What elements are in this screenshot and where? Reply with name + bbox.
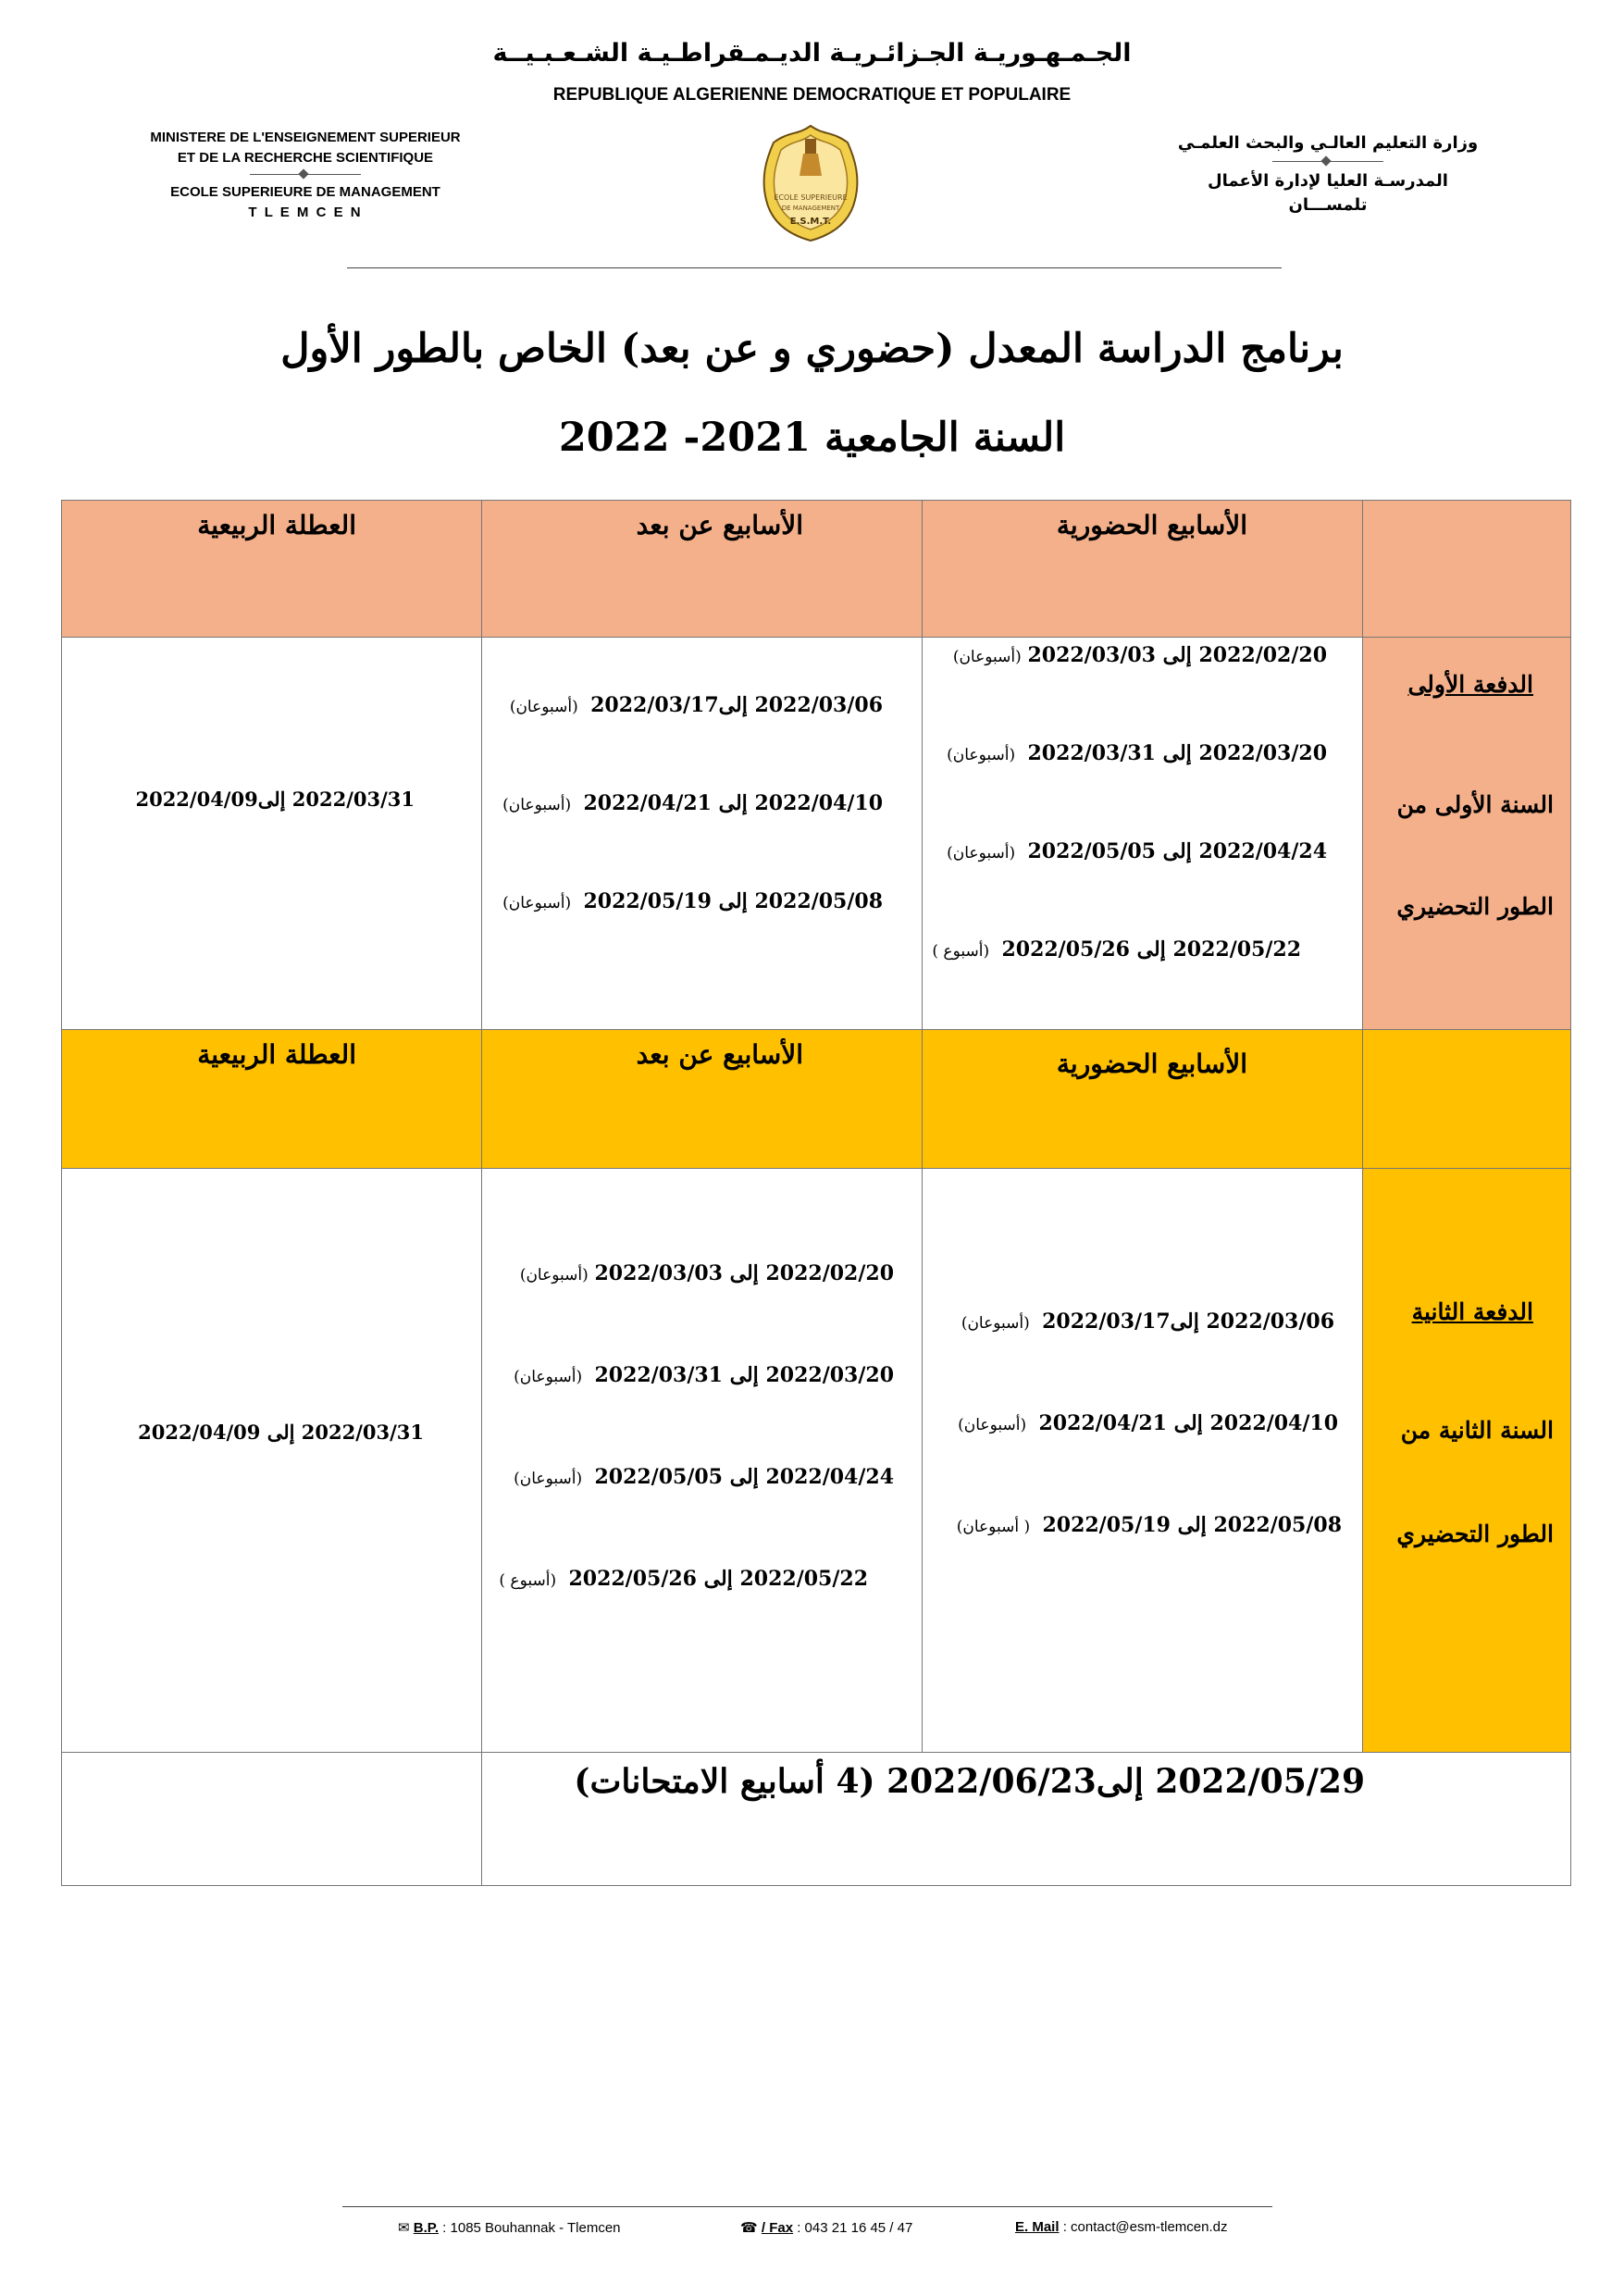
s2-remote-dates: 2022/05/22 إلى 2022/05/26 xyxy=(568,1567,868,1591)
s2-remote-header-cell xyxy=(481,1029,923,1169)
s2-holiday-dates: 2022/03/31 إلى 2022/04/09 xyxy=(138,1421,424,1444)
s1-remote-dates: 2022/05/08 إلى 2022/05/19 xyxy=(583,889,883,913)
school-fr-line1: ECOLE SUPERIEURE DE MANAGEMENT xyxy=(170,184,440,200)
s2-presential-row xyxy=(961,1309,1334,1334)
s2-remote-note: (أسبوعان) xyxy=(519,1266,589,1285)
s1-remote-row xyxy=(510,693,883,717)
bp-value: : 1085 Bouhannak - Tlemcen xyxy=(442,2220,621,2236)
ministry-ar: وزارة التعليم العالـي والبحث العلمـي xyxy=(1177,133,1479,153)
s1-remote-row xyxy=(502,791,883,815)
phone-icon: ☎ xyxy=(740,2220,758,2236)
divider xyxy=(1272,161,1383,162)
s1-remote-dates: 2022/04/10 إلى 2022/04/21 xyxy=(583,791,883,815)
school-ar-line1: المدرسـة العليا لإدارة الأعمال xyxy=(1208,171,1448,191)
mail-label: E. Mail xyxy=(1015,2219,1060,2235)
exam-cell xyxy=(481,1752,1571,1886)
s2-presential-header: الأسابيع الحضورية xyxy=(1056,1049,1247,1079)
s2-presential-header-cell xyxy=(922,1029,1363,1169)
s2-remote-dates: 2022/02/20 إلى 2022/03/03 xyxy=(594,1261,894,1285)
s2-year-label: السنة الثانية من xyxy=(1400,1417,1554,1444)
s2-remote-cell xyxy=(481,1168,923,1753)
s1-holiday-dates: 2022/03/31 إلى2022/04/09 xyxy=(135,788,415,811)
s2-holiday-cell xyxy=(61,1168,482,1753)
s1-remote-header: الأسابيع عن بعد xyxy=(636,510,803,540)
s1-presential-row xyxy=(947,839,1327,863)
s1-remote-cell xyxy=(481,637,923,1030)
s1-label-cell xyxy=(1362,637,1571,1030)
ministry-arabic-block xyxy=(1129,131,1527,217)
s2-batch-label: الدفعة الثانية xyxy=(1411,1298,1533,1325)
s2-remote-dates: 2022/04/24 إلى 2022/05/05 xyxy=(594,1465,894,1489)
s2-remote-row xyxy=(514,1465,894,1489)
s1-presential-header: الأسابيع الحضورية xyxy=(1056,510,1247,540)
s1-remote-header-cell xyxy=(481,500,923,638)
s1-presential-note: (أسبوعان) xyxy=(952,648,1022,666)
s2-label-cell xyxy=(1362,1168,1571,1753)
s1-remote-row xyxy=(502,889,883,913)
school-ar-line2: تلمســـان xyxy=(1288,195,1368,215)
logo-text: E.S.M.T. xyxy=(789,217,832,227)
s2-presential-cell xyxy=(922,1168,1363,1753)
ministry-fr-line1: MINISTERE DE L'ENSEIGNEMENT SUPERIEUR xyxy=(150,130,461,145)
republic-french: REPUBLIQUE ALGERIENNE DEMOCRATIQUE ET POPULAIRE xyxy=(552,85,1072,105)
s1-batch-label: الدفعة الأولى xyxy=(1407,671,1533,698)
divider xyxy=(250,174,361,175)
s1-cycle-label: الطور التحضيري xyxy=(1396,893,1554,920)
s1-remote-note: (أسبوعان) xyxy=(502,894,572,912)
s2-presential-row xyxy=(958,1411,1338,1435)
exam-empty-cell xyxy=(61,1752,482,1886)
mailbox-icon: ✉ xyxy=(398,2220,410,2236)
s1-presential-row xyxy=(947,741,1327,765)
s2-presential-dates: 2022/05/08 إلى 2022/05/19 xyxy=(1042,1513,1342,1537)
school-logo xyxy=(759,122,862,242)
footer-fax xyxy=(740,2219,912,2236)
s1-presential-dates: 2022/02/20 إلى 2022/03/03 xyxy=(1027,643,1327,667)
bp-label: B.P. xyxy=(413,2220,439,2236)
svg-text:DE MANAGEMENT: DE MANAGEMENT xyxy=(781,205,840,212)
s2-holiday-header: العطلة الربيعية xyxy=(197,1039,356,1070)
svg-text:ECOLE SUPERIEURE: ECOLE SUPERIEURE xyxy=(774,193,848,202)
schedule-table xyxy=(61,500,1571,1886)
fax-value: : 043 21 16 45 / 47 xyxy=(797,2220,913,2236)
ministry-french-block xyxy=(130,128,481,223)
exam-period: 2022/05/29 إلى2022/06/23 (4 أسابيع الامتحانات) xyxy=(574,1762,1365,1801)
s1-remote-dates: 2022/03/06 إلى2022/03/17 xyxy=(590,693,883,717)
footer-rule xyxy=(342,2206,1272,2207)
s1-presential-dates: 2022/04/24 إلى 2022/05/05 xyxy=(1027,839,1327,863)
s2-corner-cell xyxy=(1362,1029,1571,1169)
s2-presential-dates: 2022/04/10 إلى 2022/04/21 xyxy=(1038,1411,1338,1435)
s2-remote-header: الأسابيع عن بعد xyxy=(636,1039,803,1070)
fax-label: / Fax xyxy=(761,2220,794,2236)
s2-remote-note: (أسبوع ) xyxy=(499,1571,557,1590)
mail-value[interactable]: : contact@esm-tlemcen.dz xyxy=(1062,2219,1228,2235)
school-fr-line2: T L E M C E N xyxy=(248,205,363,220)
footer-email xyxy=(1015,2219,1227,2235)
s2-presential-note: ( أسبوعان) xyxy=(956,1518,1031,1536)
s1-presential-dates: 2022/03/20 إلى 2022/03/31 xyxy=(1027,741,1327,765)
s1-year-label: السنة الأولى من xyxy=(1396,791,1554,818)
page-title: برنامج الدراسة المعدل (حضوري و عن بعد) الخاص بالطور الأول xyxy=(280,326,1344,372)
footer-address xyxy=(398,2219,621,2236)
s2-cycle-label: الطور التحضيري xyxy=(1396,1520,1554,1547)
s2-remote-note: (أسبوعان) xyxy=(514,1470,583,1488)
s2-holiday-header-cell xyxy=(61,1029,482,1169)
s1-presential-row xyxy=(932,937,1301,962)
s2-presential-note: (أسبوعان) xyxy=(961,1314,1030,1333)
s1-corner-cell xyxy=(1362,500,1571,638)
s2-remote-row xyxy=(499,1567,868,1591)
s2-remote-dates: 2022/03/20 إلى 2022/03/31 xyxy=(594,1363,894,1387)
s2-remote-row xyxy=(514,1363,894,1387)
ministry-fr-line2: ET DE LA RECHERCHE SCIENTIFIQUE xyxy=(177,150,434,166)
header-rule xyxy=(347,267,1282,268)
republic-arabic: الجـمـهـوريـة الجـزائـريـة الديـمـقراطـيـة الشـعـبـيــة xyxy=(492,39,1132,68)
s1-holiday-cell xyxy=(61,637,482,1030)
s1-presential-note: (أسبوع ) xyxy=(932,942,990,961)
s1-remote-note: (أسبوعان) xyxy=(509,698,578,716)
s1-presential-dates: 2022/05/22 إلى 2022/05/26 xyxy=(1001,937,1301,962)
s1-holiday-header-cell xyxy=(61,500,482,638)
s1-holiday-header: العطلة الربيعية xyxy=(197,510,356,540)
academic-year-title: السنة الجامعية 2021- 2022 xyxy=(558,415,1066,461)
s1-presential-note: (أسبوعان) xyxy=(947,844,1016,863)
s1-presential-note: (أسبوعان) xyxy=(947,746,1016,764)
s2-remote-note: (أسبوعان) xyxy=(514,1368,583,1386)
s2-presential-note: (أسبوعان) xyxy=(958,1416,1027,1434)
s2-presential-dates: 2022/03/06 إلى2022/03/17 xyxy=(1042,1309,1334,1334)
s1-presential-header-cell xyxy=(922,500,1363,638)
s2-presential-row xyxy=(957,1513,1342,1537)
s1-presential-cell xyxy=(922,637,1363,1030)
s1-remote-note: (أسبوعان) xyxy=(502,796,572,814)
s1-presential-row xyxy=(953,643,1327,667)
s2-remote-row xyxy=(520,1261,894,1285)
